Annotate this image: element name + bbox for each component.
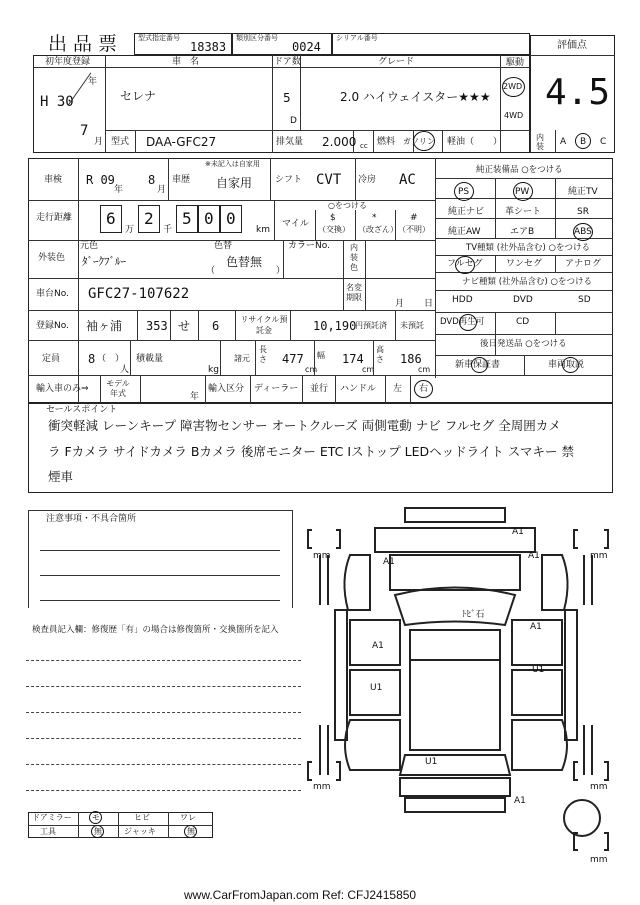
diag-u1-left: U1 [370, 683, 383, 693]
mileage-man: 万 [125, 225, 135, 235]
crack-label: ワレ [180, 813, 196, 822]
import-year-unit: 年 [190, 392, 200, 402]
diag-u1-right: U1 [532, 665, 545, 675]
tailgate [400, 778, 510, 796]
color-no-label: カラーNo. [288, 241, 330, 251]
color-value: ﾀﾞｰｸﾌﾞﾙｰ [82, 255, 126, 268]
car-name-value: セレナ [120, 89, 157, 103]
mirror-label: ドアミラー [32, 813, 72, 822]
capacity-label: 定員 [42, 354, 61, 364]
model-code-value: 18383 [190, 40, 227, 54]
chassis-value: GFC27-107622 [88, 286, 190, 302]
tv-oneseg: ワンセグ [506, 259, 543, 269]
drive-2wd-circle [502, 77, 525, 97]
length-label: 長さ [259, 345, 267, 364]
bracket-fr [574, 530, 608, 548]
diag-a1-fr: A1 [528, 551, 540, 561]
mileage-mile: マイル [282, 219, 309, 229]
import-label: 輸入車のみ⇒ [36, 384, 89, 394]
mileage-label: 走行距離 [36, 213, 73, 223]
front-right-wheel [584, 555, 592, 605]
interior-color-label: 内装色 [350, 243, 358, 272]
later-warranty-circle [471, 357, 488, 373]
equipment-sr: SR [577, 207, 589, 217]
fuel-label: 燃料 [377, 137, 396, 147]
grade-value: 2.0 ハイウェイスター★★★ [340, 90, 491, 104]
load-unit: kg [208, 365, 219, 375]
later-warranty: 新車保証書 [455, 360, 501, 370]
equipment-tv: 純正TV [568, 187, 598, 197]
diag-windshield: ﾄﾋﾞ石 [462, 610, 485, 620]
displacement-unit: cc [360, 142, 368, 150]
import-year-label: モデル年式 [106, 379, 130, 398]
tv-fullseg: フルセグ [447, 259, 483, 269]
later-manual: 車両取説 [548, 360, 585, 370]
diag-mm-rr: mm [590, 782, 608, 792]
fuel-close: ） [493, 137, 503, 147]
capacity-paren: （ ） [97, 354, 125, 364]
interior-b: B [580, 137, 587, 147]
equipment-abs: ABS [574, 227, 592, 237]
registration-number: 6 [212, 319, 220, 333]
recycle-unpaid: 未預託 [400, 321, 424, 330]
fuel-circle [413, 131, 435, 151]
diag-a1-front: A1 [512, 527, 524, 537]
color-label: 外装色 [38, 253, 66, 263]
height-value: 186 [400, 352, 422, 366]
mileage-unknown: （不明） [398, 225, 430, 234]
mileage-d1: 6 [106, 209, 116, 228]
inspection-era: R 09 [86, 173, 115, 187]
handle-label: ハンドル [340, 384, 377, 394]
chassis-label: 車台No. [36, 289, 69, 299]
diag-mm-fr: mm [590, 551, 608, 561]
navi-cd: CD [516, 317, 530, 327]
width-unit: cm [362, 365, 375, 374]
interior-a: A [560, 137, 567, 147]
shift-value: CVT [316, 172, 342, 188]
tools-value: 無 [94, 827, 102, 836]
mileage-modified: （改ざん） [358, 225, 398, 234]
selling-points-line-3: 煙車 [48, 469, 74, 484]
mileage-hash: # [410, 213, 418, 223]
spare-tire [564, 800, 600, 836]
fuel-value: ガソリン [403, 137, 435, 146]
handle-right-circle [414, 380, 433, 398]
left-pillar [335, 610, 347, 740]
selling-points-line-2: ラ Fカメラ サイドカメラ Bカメラ 後席モニター ETC Iストップ LEDヘッドライト スマキー 禁 [48, 444, 574, 459]
model-value: DAA-GFC27 [146, 135, 217, 149]
windshield [395, 588, 515, 626]
registration-class: 353 [146, 319, 168, 333]
import-class-label: 輸入区分 [208, 384, 245, 394]
drive-label: 駆動 [506, 58, 525, 68]
width-label: 幅 [317, 351, 325, 360]
bracket-fl [308, 530, 340, 548]
bracket-rl [308, 762, 340, 780]
front-left-wheel [320, 555, 328, 605]
mileage-unit: km [256, 225, 270, 235]
rear-left-quarter [345, 720, 400, 770]
color-repaint-label: 色替 [214, 241, 233, 251]
equipment-abs-circle [573, 223, 593, 241]
length-value: 477 [282, 352, 304, 366]
fuel-light-oil: 軽油（ [447, 137, 475, 147]
later-title: 後日発送品 ○をつける [480, 339, 567, 349]
car-damage-diagram [300, 500, 620, 870]
rear-window [400, 755, 510, 775]
recycle-label: リサイクル預託金 [240, 315, 288, 335]
tv-analog: アナログ [565, 259, 602, 269]
notes-box [28, 510, 293, 608]
interior-c: C [600, 137, 607, 147]
hood [375, 528, 535, 552]
front-right-fender [542, 555, 568, 610]
front-bumper [405, 508, 505, 522]
capacity-value: 8 [88, 352, 96, 366]
ac-label: 冷房 [358, 175, 377, 185]
scratch-label: ヒビ [134, 813, 150, 822]
load-label: 積載量 [136, 354, 164, 364]
tools-circle [91, 825, 104, 838]
equipment-ps-circle [454, 182, 474, 201]
warranty-month: 月 [395, 299, 405, 309]
page-title: 出品票 [48, 33, 124, 55]
width-value: 174 [342, 352, 364, 366]
tv-fullseg-circle [455, 256, 475, 274]
selling-points-line-1: 衝突軽減 レーンキープ 障害物センサー オートクルーズ 両側電動 ナビ フルセグ 全周囲カメ [48, 418, 561, 433]
handle-left: 左 [393, 384, 403, 394]
first-reg-label: 初年度登録 [45, 57, 91, 67]
height-label: 高さ [376, 345, 384, 364]
equipment-pw-circle [513, 182, 533, 201]
door-type: D [290, 116, 297, 126]
inspector-label: 検査員記入欄：修復歴「有」の場合は修復箇所・交換箇所を記入 [32, 625, 279, 635]
equipment-title: 純正装備品 ○をつける [476, 165, 563, 175]
mirror-value: モ [92, 813, 100, 822]
diag-mm-spare: mm [590, 855, 608, 865]
score-label: 評価点 [557, 40, 587, 51]
navi-dvd-play: DVD再生可 [440, 317, 485, 327]
rear-right-wheel [584, 725, 592, 775]
navi-sd: SD [578, 295, 591, 305]
door-label: ドア数 [274, 57, 301, 67]
first-reg-month-unit: 月 [94, 137, 104, 147]
later-manual-circle [562, 357, 579, 373]
jack-label: ジャッキ [124, 827, 156, 836]
tv-title: TV種類 (社外品含む) ○をつける [466, 243, 590, 253]
usage-value: 自家用 [216, 176, 253, 190]
handle-right: 右 [419, 384, 429, 394]
equipment-airbag: エアB [510, 227, 535, 237]
height-unit: cm [418, 365, 431, 374]
diag-u1-rear: U1 [425, 757, 438, 767]
first-reg-year-unit: 年 [88, 77, 98, 87]
navi-dvd: DVD [513, 295, 533, 305]
mileage-dollar: $ [330, 213, 336, 223]
color-paren-close: ） [276, 266, 286, 276]
mirror-circle [89, 811, 102, 824]
rear-left-wheel [320, 725, 328, 775]
drive-4wd: 4WD [504, 111, 524, 120]
import-parallel: 並行 [310, 384, 329, 394]
diag-a1-rdoor: A1 [530, 622, 542, 632]
diag-a1-fl: A1 [383, 557, 395, 567]
mileage-d5: 0 [226, 209, 236, 228]
inspection-label: 車検 [44, 175, 63, 185]
footer-text: www.CarFromJapan.com Ref: CFJ2415850 [184, 888, 417, 902]
rear-right-quarter [512, 720, 567, 770]
length-unit: cm [305, 365, 318, 374]
grade-label: グレード [378, 57, 415, 67]
color-paren-open: （ [206, 266, 216, 276]
first-reg-era: H 30 [40, 94, 74, 110]
jack-circle [184, 825, 197, 838]
model-code-label: 型式指定番号 [138, 34, 180, 42]
door-value: 5 [283, 91, 291, 105]
ac-value: AC [399, 172, 416, 188]
car-name-label: 車 名 [172, 57, 200, 67]
diag-mm-fl: mm [313, 551, 331, 561]
recycle-value: 10,190 [313, 319, 357, 333]
score-value: 4.5 [545, 72, 611, 113]
right-pillar [565, 610, 577, 740]
mileage-d2: 2 [144, 209, 154, 228]
color-orig-label: 元色 [80, 241, 99, 251]
hood-panel [390, 555, 520, 590]
recycle-note: 円預託済 [355, 321, 387, 330]
dims-label: 諸元 [234, 354, 250, 363]
equipment-pw: PW [515, 187, 530, 197]
registration-kana: せ [178, 319, 191, 333]
mileage-d3: 5 [182, 209, 192, 228]
color-repaint-value: 色替無 [226, 255, 263, 269]
interior-label: 内装 [536, 133, 544, 151]
capacity-unit: 人 [120, 365, 130, 375]
tools-label: 工具 [40, 827, 56, 836]
rear-bumper [405, 798, 505, 812]
model-label: 型式 [111, 137, 130, 147]
right-rear-door [512, 670, 562, 715]
class-code-label: 類別区分番号 [236, 34, 278, 42]
registration-area: 袖ヶ浦 [86, 319, 123, 333]
import-dealer: ディーラー [254, 384, 299, 394]
shift-label: シフト [275, 175, 303, 185]
equipment-navi: 純正ナビ [448, 207, 485, 217]
first-reg-month: 7 [80, 123, 89, 139]
mileage-star: * [372, 213, 377, 223]
drive-2wd: 2WD [503, 82, 523, 91]
warranty-day: 日 [424, 299, 434, 309]
diag-a1-door: A1 [372, 641, 384, 651]
registration-label: 登録No. [36, 321, 69, 331]
navi-dvd-play-circle [459, 314, 477, 331]
interior-b-circle [575, 133, 591, 149]
mileage-d4: 0 [204, 209, 214, 228]
equipment-leather: 革シート [505, 207, 542, 217]
usage-label: 車歴 [172, 175, 191, 185]
displacement-label: 排気量 [276, 137, 304, 147]
usage-note: ※未記入は自家用 [205, 160, 260, 168]
mileage-circle-note: ○をつける [328, 201, 367, 210]
diag-mm-rl: mm [313, 782, 331, 792]
equipment-aw: 純正AW [448, 227, 481, 237]
equipment-ps: PS [458, 187, 470, 197]
class-code-value: 0024 [292, 40, 321, 54]
front-left-fender [344, 555, 370, 610]
inspection-month: 8 [148, 173, 156, 187]
mileage-sen: 千 [163, 225, 173, 235]
serial-label: シリアル番号 [336, 34, 378, 42]
selling-points-label: セールスポイント [46, 405, 118, 415]
diag-a1-rear: A1 [514, 796, 526, 806]
inspection-month-unit: 月 [157, 185, 167, 195]
mileage-exchange: （交換） [318, 225, 350, 234]
navi-title: ナビ種類 (社外品含む) ○をつける [462, 277, 592, 287]
roof [410, 630, 500, 750]
warranty-label: 名変期限 [346, 283, 362, 302]
jack-value: 無 [187, 827, 195, 836]
inspection-year-unit: 年 [114, 185, 124, 195]
notes-label: 注意事項・不具合箇所 [46, 514, 137, 524]
displacement-value: 2.000 [322, 135, 357, 149]
navi-hdd: HDD [452, 295, 473, 305]
